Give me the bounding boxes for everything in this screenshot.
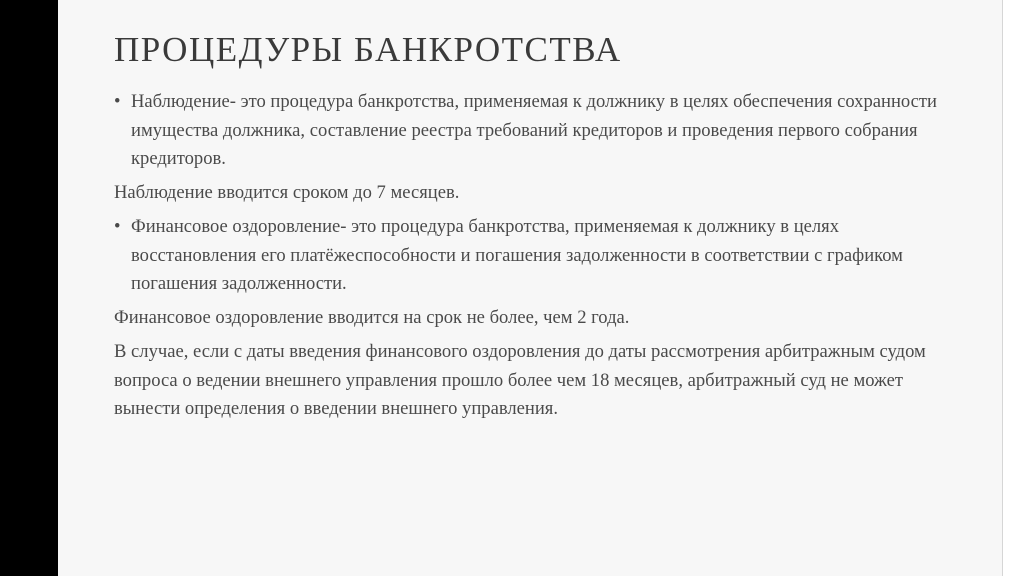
bullet-marker: • bbox=[114, 216, 121, 237]
slide-body bbox=[114, 88, 964, 430]
bullet-text: Финансовое оздоровление- это процедура банкротства, применяемая к должнику в целях восстановления его платёжеспособности и погашения задолженности в соответствии с графиком погашения задолженности. bbox=[131, 216, 903, 294]
paragraph-external-management: В случае, если с даты введения финансового оздоровления до даты рассмотрения арбитражным судом вопроса о ведении внешнего управления прошло более чем 18 месяцев, арбитражный суд не может вынести определения о введении внешнего управления. bbox=[114, 341, 926, 419]
bullet-item-observation bbox=[114, 88, 964, 174]
bullet-text: Наблюдение- это процедура банкротства, применяемая к должнику в целях обеспечения сохранности имущества должника, составление реестра требований кредиторов и проведения первого собрания кредиторов. bbox=[131, 91, 937, 169]
bullet-marker: • bbox=[114, 91, 121, 112]
slide-title: ПРОЦЕДУРЫ БАНКРОТСТВА bbox=[114, 30, 622, 69]
right-border-strip bbox=[1002, 0, 1024, 576]
bullet-item-financial-recovery bbox=[114, 213, 964, 299]
paragraph-recovery-term: Финансовое оздоровление вводится на срок не более, чем 2 года. bbox=[114, 306, 630, 328]
paragraph-observation-term: Наблюдение вводится сроком до 7 месяцев. bbox=[114, 181, 460, 203]
